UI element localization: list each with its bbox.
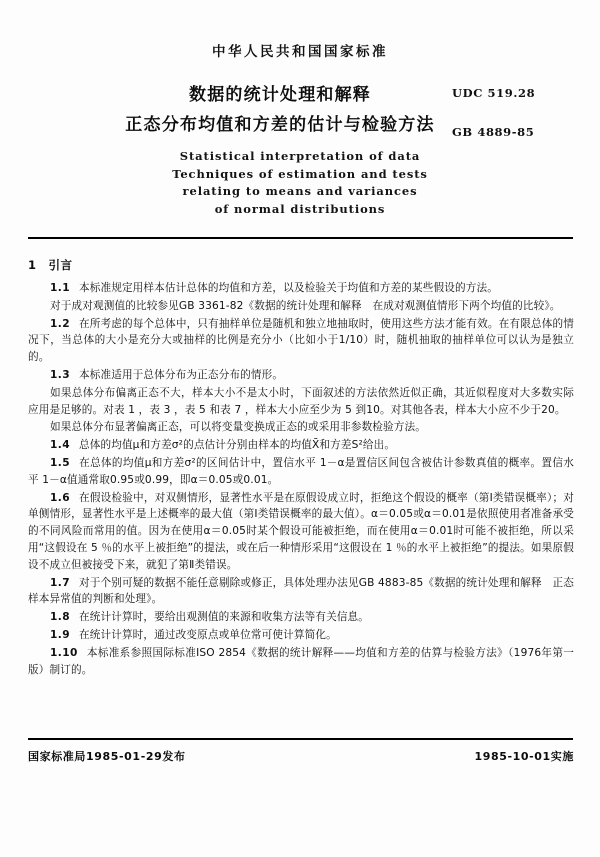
gb-standard-number: GB 4889-85 xyxy=(452,125,535,139)
document-footer xyxy=(28,748,574,764)
clause-text: 在所考虑的每个总体中，只有抽样单位是随机和独立地抽取时，使用这些方法才能有效。在有限总体的情况下，当总体的大小是充分大或抽样的比例是充分小（比如小于1/10）时，随机抽取的抽样单位可以认为是独立的。 xyxy=(28,317,574,364)
chinese-title-line-2: 正态分布均值和方差的估计与检验方法 xyxy=(125,115,435,135)
clause-text: 总体的均值μ和方差σ²的点估计分别由样本的均值X̄和方差S²给出。 xyxy=(78,439,396,452)
clause-1-6 xyxy=(28,490,574,574)
clause-1-9 xyxy=(28,627,574,644)
clause-label: 1.5 xyxy=(50,456,70,469)
chinese-title-line-1: 数据的统计处理和解释 xyxy=(189,85,371,105)
clause-text: 对于成对观测值的比较参见GB 3361-82《数据的统计处理和解释 在成对观测值情形下两个均值的比较》。 xyxy=(50,299,561,312)
title-block xyxy=(0,80,600,140)
clause-label: 1.6 xyxy=(50,491,70,504)
clause-1-1 xyxy=(28,280,574,297)
english-title-line-1: Statistical interpretation of data xyxy=(179,149,421,163)
clause-1-8 xyxy=(28,609,574,626)
clause-text: 本标准适用于总体分布为正态分布的情形。 xyxy=(78,368,284,381)
clause-label: 1.10 xyxy=(50,646,78,659)
udc-code: UDC 519.28 xyxy=(452,86,536,100)
clause-1-1-continuation xyxy=(28,298,574,315)
clause-label: 1.2 xyxy=(50,317,70,330)
issue-date-label: 国家标准局1985-01-29发布 xyxy=(28,750,186,763)
english-title xyxy=(0,148,600,218)
section-title: 引言 xyxy=(48,258,73,272)
clause-1-4 xyxy=(28,437,574,454)
standard-code-block xyxy=(452,86,582,139)
document-body xyxy=(28,257,574,679)
clause-text: 如果总体分布偏离正态不大，样本大小不是太小时，下面叙述的方法依然近似正确，其近似程度对大多数实际应用是足够的。对表 1 ，表 3 ，表 5 和表 7 ，样本大小应至少为 5 到10。对其他各表，样本大小应不少于20。 xyxy=(28,386,574,416)
clause-text: 在统计计算时，通过改变原点或单位常可使计算简化。 xyxy=(78,628,337,641)
nation-standard-label: 中华人民共和国国家标准 xyxy=(212,44,388,60)
clause-label: 1.4 xyxy=(50,439,70,452)
clause-label: 1.8 xyxy=(50,611,70,624)
clause-text: 在统计计算时，要给出观测值的来源和收集方法等有关信息。 xyxy=(78,611,370,624)
clause-text: 本标准规定用样本估计总体的均值和方差，以及检验关于均值和方差的某些假设的方法。 xyxy=(78,282,498,294)
clause-text: 对于个别可疑的数据不能任意剔除或修正，具体处理办法见GB 4883-85《数据的统计处理和解释 正态样本异常值的判断和处理》。 xyxy=(28,576,574,606)
clause-text: 如果总体分布显著偏离正态，可以将变量变换成正态的或采用非参数检验方法。 xyxy=(50,421,427,434)
clause-label: 1.9 xyxy=(50,628,70,641)
clause-1-3 xyxy=(28,367,574,384)
clause-text: 在假设检验中，对双侧情形，显著性水平是在原假设成立时，拒绝这个假设的概率（第Ⅰ类错误概率）；对单侧情形，显著性水平是上述概率的最大值（第Ⅰ类错误概率的最大值）。α＝0.05或α＝0.01是依照使用者准备承受的不同风险而常用的值。因为在使用α＝0.05时某个假设可能被拒绝，而在使用α＝0.01时可能不被拒绝，所以采用“这假设在 5 ％的水平上被拒绝”的提法，或在后一种情形采用“这假设在 1 ％的水平上被拒绝”的提法。如果原假设不成立但被接受下来，就犯了第Ⅱ类错误。 xyxy=(28,491,574,571)
clause-label: 1.7 xyxy=(50,576,70,589)
english-title-line-2: Techniques of estimation and tests xyxy=(172,166,428,181)
clause-text: 在总体的均值μ和方差σ²的区间估计中，置信水平 1－α是置信区间包含被估计参数真值的概率。置信水平 1－α值通常取0.95或0.99，即α＝0.05或0.01。 xyxy=(28,456,574,486)
effective-date-label: 1985-10-01实施 xyxy=(474,750,574,763)
english-title-line-4: of normal distributions xyxy=(214,201,386,216)
clause-1-3-continuation-1 xyxy=(28,385,574,419)
section-heading xyxy=(28,257,574,273)
english-title-line-3: relating to means and variances xyxy=(182,184,418,198)
clause-1-3-continuation-2 xyxy=(28,419,574,436)
section-number: 1 xyxy=(28,258,37,272)
clause-label: 1.1 xyxy=(50,282,70,294)
clause-1-2 xyxy=(28,316,574,366)
clause-label: 1.3 xyxy=(50,368,70,381)
header-divider-rule xyxy=(28,237,573,239)
clause-1-5 xyxy=(28,455,574,489)
clause-1-10 xyxy=(28,645,574,679)
masthead xyxy=(0,40,600,60)
clause-text: 本标准系参照国际标准ISO 2854《数据的统计解释——均值和方差的估算与检验方法》（1976年第一版）制订的。 xyxy=(28,646,574,676)
clause-1-7 xyxy=(28,575,574,609)
footer-divider-rule xyxy=(28,738,573,740)
